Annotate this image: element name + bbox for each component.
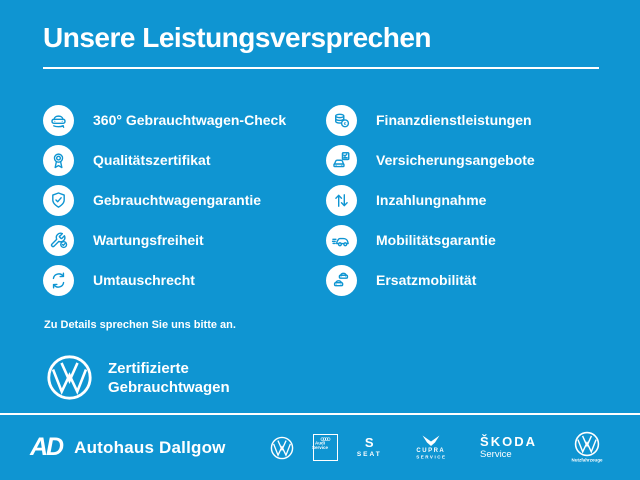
car-checklist-icon bbox=[326, 145, 357, 176]
list-item bbox=[43, 140, 286, 180]
promise-label: Qualitätszertifikat bbox=[93, 152, 211, 168]
skoda-service-text: Service bbox=[480, 448, 512, 460]
page-title: Unsere Leistungsversprechen bbox=[43, 22, 431, 53]
certified-badge-text bbox=[108, 359, 230, 397]
certified-line2: Gebrauchtwagen bbox=[108, 378, 230, 396]
certificate-icon bbox=[43, 145, 74, 176]
dealer-name: Autohaus Dallgow bbox=[74, 437, 226, 457]
promise-column-left bbox=[43, 100, 286, 300]
promise-label: Mobilitätsgarantie bbox=[376, 232, 496, 248]
seat-wordmark: SEAT bbox=[356, 451, 382, 459]
cupra-wordmark: CUPRA bbox=[416, 447, 446, 454]
dealer-initials-icon: AD bbox=[30, 433, 63, 461]
skoda-wordmark: ŠKODA bbox=[480, 433, 537, 449]
list-item bbox=[326, 100, 535, 140]
car-speed-icon bbox=[326, 225, 357, 256]
cupra-service-text: SERVICE bbox=[415, 454, 446, 460]
vw-logo-icon bbox=[46, 354, 93, 401]
details-note: Zu Details sprechen Sie uns bitte an. bbox=[44, 319, 236, 331]
list-item bbox=[326, 260, 535, 300]
list-item bbox=[43, 180, 286, 220]
skoda-service-logo-icon bbox=[480, 435, 537, 460]
two-cars-icon bbox=[326, 265, 357, 296]
list-item bbox=[43, 260, 286, 300]
audi-service-text: Audi Service bbox=[311, 440, 328, 451]
cupra-service-logo-icon bbox=[401, 434, 461, 462]
seat-logo-icon bbox=[357, 436, 382, 458]
brand-logo-row bbox=[270, 431, 640, 464]
certified-used-car-badge bbox=[46, 354, 230, 401]
promise-label: Versicherungsangebote bbox=[376, 152, 535, 168]
svg-text:€: € bbox=[343, 121, 347, 127]
nutzfahrzeuge-text: Nutzfahrzeuge bbox=[571, 457, 603, 463]
list-item bbox=[326, 180, 535, 220]
audi-service-box bbox=[313, 434, 338, 461]
arrows-up-down-icon bbox=[326, 185, 357, 216]
list-item bbox=[43, 220, 286, 260]
promise-label: Umtauschrecht bbox=[93, 272, 195, 288]
certified-line1: Zertifizierte bbox=[108, 359, 189, 377]
promise-column-right bbox=[326, 100, 535, 300]
list-item bbox=[43, 100, 286, 140]
volkswagen-logo-icon bbox=[270, 436, 294, 460]
title-underline bbox=[43, 67, 599, 69]
promise-label: Inzahlungnahme bbox=[376, 192, 487, 208]
shield-check-icon bbox=[43, 185, 74, 216]
promise-label: Gebrauchtwagengarantie bbox=[93, 192, 262, 208]
list-item bbox=[326, 220, 535, 260]
coins-icon bbox=[326, 105, 357, 136]
promise-label: 360° Gebrauchtwagen-Check bbox=[93, 112, 287, 128]
cupra-emblem-icon bbox=[421, 434, 441, 447]
wrench-check-icon bbox=[43, 225, 74, 256]
promise-label: Ersatzmobilität bbox=[376, 272, 477, 288]
dealer-logo bbox=[30, 435, 226, 460]
list-item bbox=[326, 140, 535, 180]
exchange-arrows-icon bbox=[43, 265, 74, 296]
promise-label: Wartungsfreiheit bbox=[93, 232, 204, 248]
seat-s-glyph: S bbox=[364, 435, 374, 451]
audi-service-logo-icon bbox=[313, 434, 338, 461]
vw-nutzfahrzeuge-logo-icon bbox=[556, 431, 618, 464]
promise-label: Finanzdienstleistungen bbox=[376, 112, 532, 128]
footer-bar bbox=[0, 415, 640, 480]
car-360-icon bbox=[43, 105, 74, 136]
